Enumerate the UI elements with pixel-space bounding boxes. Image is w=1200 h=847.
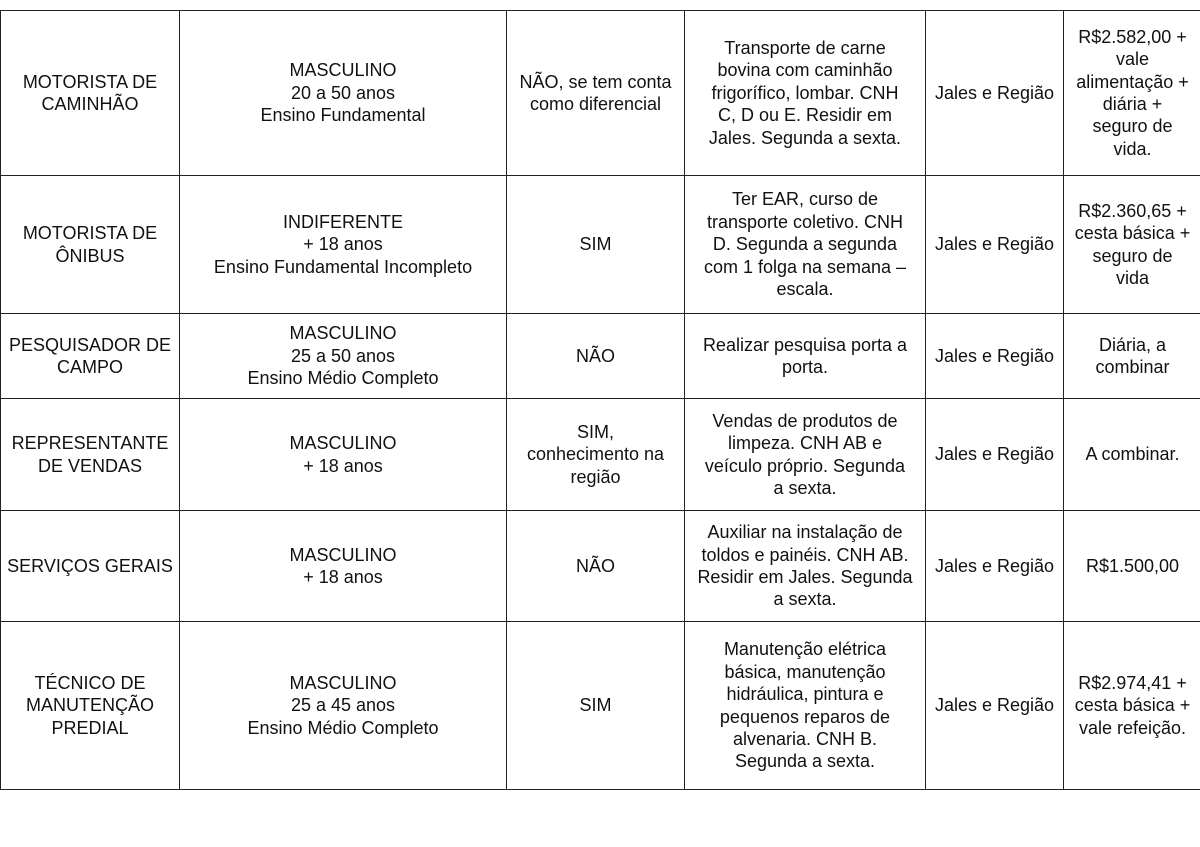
salary-cell: R$1.500,00: [1064, 511, 1200, 622]
salary-cell: A combinar.: [1064, 399, 1200, 511]
table-row: [1, 399, 1200, 511]
salary-cell: Diária, a combinar: [1064, 314, 1200, 399]
table-row: [1, 622, 1200, 790]
description-cell: Realizar pesquisa porta a porta.: [685, 314, 926, 399]
experience-cell: SIM, conhecimento na região: [507, 399, 685, 511]
experience-cell: SIM: [507, 176, 685, 314]
salary-cell: R$2.360,65 + cesta básica + seguro de vida: [1064, 176, 1200, 314]
profile-cell: MASCULINO 20 a 50 anos Ensino Fundamental: [180, 11, 507, 176]
location-cell: Jales e Região: [926, 176, 1064, 314]
salary-cell: R$2.974,41 + cesta básica + vale refeição.: [1064, 622, 1200, 790]
experience-cell: NÃO, se tem conta como diferencial: [507, 11, 685, 176]
location-cell: Jales e Região: [926, 314, 1064, 399]
profile-cell: MASCULINO + 18 anos: [180, 511, 507, 622]
job-title-cell: SERVIÇOS GERAIS: [1, 511, 180, 622]
profile-cell: INDIFERENTE + 18 anos Ensino Fundamental Incompleto: [180, 176, 507, 314]
job-title-cell: TÉCNICO DE MANUTENÇÃO PREDIAL: [1, 622, 180, 790]
table-row: [1, 314, 1200, 399]
table-row: [1, 176, 1200, 314]
job-title-cell: REPRESENTANTE DE VENDAS: [1, 399, 180, 511]
table-row: [1, 511, 1200, 622]
job-listings-table: [0, 10, 1200, 790]
location-cell: Jales e Região: [926, 622, 1064, 790]
location-cell: Jales e Região: [926, 11, 1064, 176]
description-cell: Vendas de produtos de limpeza. CNH AB e veículo próprio. Segunda a sexta.: [685, 399, 926, 511]
job-title-cell: MOTORISTA DE CAMINHÃO: [1, 11, 180, 176]
description-cell: Manutenção elétrica básica, manutenção hidráulica, pintura e pequenos reparos de alvenaria. CNH B. Segunda a sexta.: [685, 622, 926, 790]
salary-cell: R$2.582,00 + vale alimentação + diária + seguro de vida.: [1064, 11, 1200, 176]
experience-cell: SIM: [507, 622, 685, 790]
experience-cell: NÃO: [507, 511, 685, 622]
description-cell: Auxiliar na instalação de toldos e painéis. CNH AB. Residir em Jales. Segunda a sexta.: [685, 511, 926, 622]
description-cell: Transporte de carne bovina com caminhão frigorífico, lombar. CNH C, D ou E. Residir em Jales. Segunda a sexta.: [685, 11, 926, 176]
experience-cell: NÃO: [507, 314, 685, 399]
location-cell: Jales e Região: [926, 511, 1064, 622]
job-title-cell: PESQUISADOR DE CAMPO: [1, 314, 180, 399]
profile-cell: MASCULINO 25 a 50 anos Ensino Médio Completo: [180, 314, 507, 399]
job-title-cell: MOTORISTA DE ÔNIBUS: [1, 176, 180, 314]
profile-cell: MASCULINO 25 a 45 anos Ensino Médio Completo: [180, 622, 507, 790]
table-row: [1, 11, 1200, 176]
description-cell: Ter EAR, curso de transporte coletivo. CNH D. Segunda a segunda com 1 folga na semana – escala.: [685, 176, 926, 314]
profile-cell: MASCULINO + 18 anos: [180, 399, 507, 511]
location-cell: Jales e Região: [926, 399, 1064, 511]
